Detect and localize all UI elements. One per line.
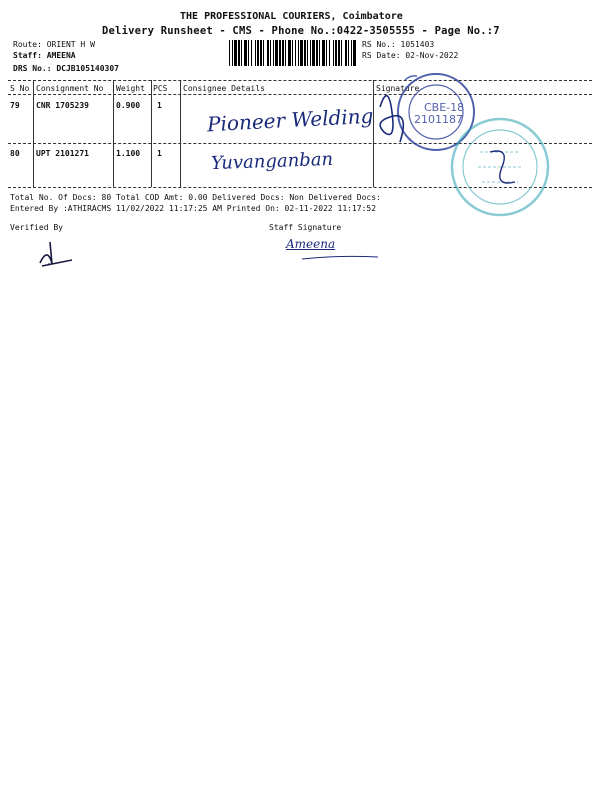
col-divider — [151, 80, 152, 187]
row-weight: 1.100 — [116, 149, 141, 158]
header-sno: S No — [10, 84, 30, 93]
col-divider — [33, 80, 34, 187]
row-consignee-handwritten: Pioneer Welding — [206, 103, 374, 137]
route-label: Route: ORIENT H W — [13, 40, 95, 49]
row-pcs: 1 — [157, 101, 162, 110]
summary-entered: Entered By :ATHIRACMS 11/02/2022 11:17:25 AM Printed On: 02-11-2022 11:17:52 — [10, 204, 377, 213]
row-pcs: 1 — [157, 149, 162, 158]
col-divider — [113, 80, 114, 187]
row-consignee-handwritten: Yuvanganban — [210, 148, 334, 175]
staff-signature-label: Staff Signature — [269, 223, 342, 232]
staff-label: Staff: AMEENA — [13, 51, 76, 60]
row-consignment: CNR 1705239 — [36, 101, 89, 110]
verifier-signature — [32, 238, 82, 270]
row-sno: 80 — [10, 149, 20, 158]
header-signature: Signature — [376, 84, 420, 93]
header-pcs: PCS — [153, 84, 168, 93]
company-title: THE PROFESSIONAL COURIERS, Coimbatore — [180, 11, 403, 22]
staff-signature-handwritten: Ameena — [286, 237, 336, 251]
rs-number: RS No.: 1051403 — [362, 40, 435, 49]
drs-number: DRS No.: DCJB105140307 — [13, 64, 119, 73]
row-weight: 0.900 — [116, 101, 141, 110]
runsheet-title: Delivery Runsheet - CMS - Phone No.:0422-3505555 - Page No.:7 — [102, 25, 500, 37]
barcode — [229, 40, 356, 66]
svg-text:2101187: 2101187 — [414, 113, 463, 126]
rs-date: RS Date: 02-Nov-2022 — [362, 51, 459, 60]
row-sno: 79 — [10, 101, 20, 110]
header-weight: Weight — [116, 84, 145, 93]
header-consignment: Consignment No — [36, 84, 104, 93]
header-consignee: Consignee Details — [183, 84, 265, 93]
summary-totals: Total No. Of Docs: 80 Total COD Amt: 0.00 Delivered Docs: Non Delivered Docs: — [10, 193, 381, 202]
row-consignment: UPT 2101271 — [36, 149, 89, 158]
staff-signature-stroke — [300, 248, 380, 258]
verified-by-label: Verified By — [10, 223, 63, 232]
svg-text:CBE-18: CBE-18 — [424, 101, 465, 114]
company-seal — [370, 72, 598, 222]
col-divider — [180, 80, 181, 187]
